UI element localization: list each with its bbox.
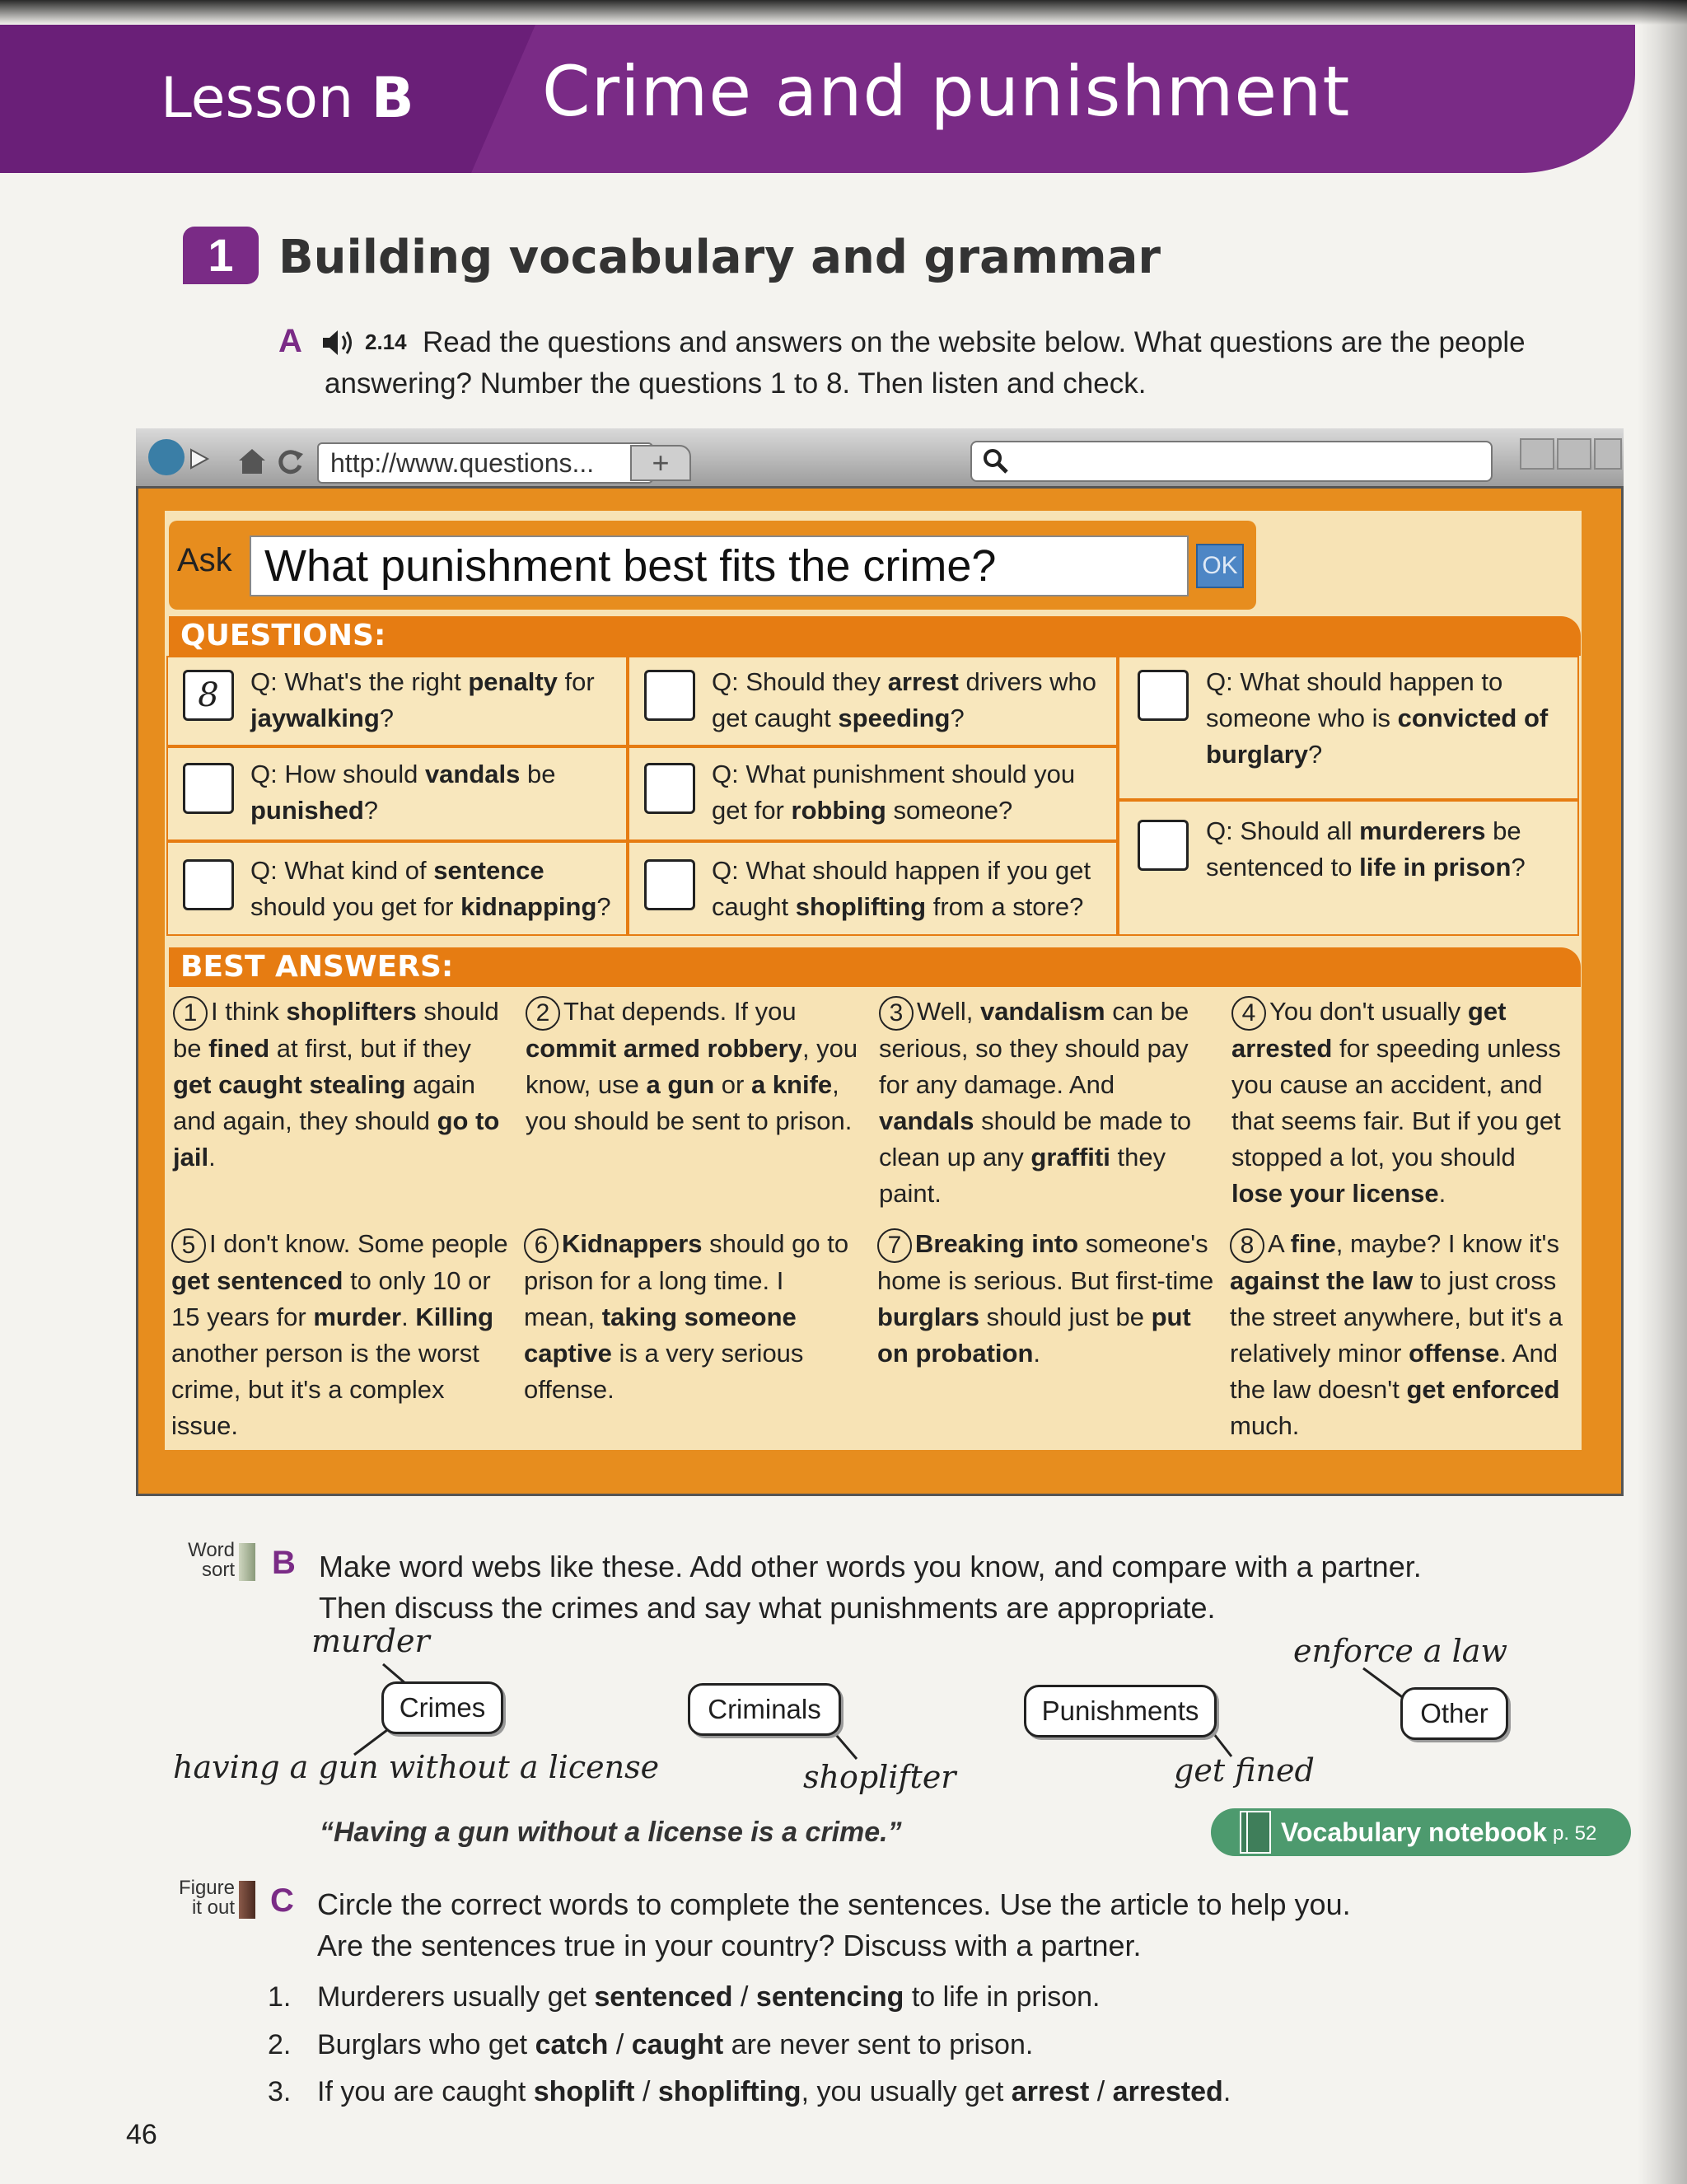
answer-number: 2: [526, 996, 560, 1031]
word-web-node-punishments: Punishments: [1024, 1685, 1217, 1737]
answer-number: 6: [524, 1228, 558, 1263]
answer-number-box[interactable]: 8: [183, 670, 234, 721]
word-web-node-criminals: Criminals: [688, 1683, 841, 1736]
question-text: Q: What should happen if you get caught shoplifting from a store?: [712, 856, 1091, 921]
question-text: Q: What punishment should you get for robbing someone?: [712, 760, 1076, 825]
question-text: Q: What kind of sentence should you get for kidnapping?: [250, 856, 611, 921]
exercise-a-instruction-line1: Read the questions and answers on the website below. What questions are the people: [423, 326, 1526, 358]
question-text: Q: Should all murderers be sentenced to life in prison?: [1206, 816, 1526, 882]
exercise-letter-b: B: [272, 1545, 296, 1581]
handwritten-having-a-gun: having a gun without a license: [173, 1749, 660, 1785]
handwritten-shoplifter: shoplifter: [803, 1759, 956, 1795]
list-item-text: If you are caught shoplift / shoplifting, you usually get arrest / arrested.: [317, 2076, 1231, 2107]
handwritten-murder: murder: [311, 1623, 430, 1659]
answer-text: That depends. If you commit armed robbery, you know, use a gun or a knife, you should be sent to prison.: [526, 997, 858, 1135]
answers-heading: BEST ANSWERS:: [169, 947, 1581, 987]
answer-number: 8: [1230, 1228, 1264, 1263]
exercise-b-instruction-line2: Then discuss the crimes and say what punishments are appropriate.: [319, 1591, 1216, 1625]
question-text: Q: What's the right penalty for jaywalking?: [250, 667, 595, 732]
vocabulary-notebook-link[interactable]: [1211, 1808, 1631, 1856]
handwritten-enforce-a-law: enforce a law: [1293, 1633, 1507, 1669]
exercise-a-instruction-line2: answering? Number the questions 1 to 8. Then listen and check.: [325, 367, 1147, 400]
question-text: Q: How should vandals be punished?: [250, 760, 556, 825]
vocabulary-notebook-label: Vocabulary notebook: [1281, 1817, 1548, 1847]
answer-text: A fine, maybe? I know it's against the law to just cross the street anywhere, but it's a relatively minor offense. And the law doesn't get enforced much.: [1230, 1229, 1563, 1440]
figure-it-out-label: Figure it out: [178, 1877, 235, 1919]
exercise-c-instruction-line1: Circle the correct words to complete the sentences. Use the article to help you.: [317, 1887, 1351, 1921]
question-text: Q: Should they arrest drivers who get caught speeding?: [712, 667, 1096, 732]
lesson-label: Lesson B: [161, 66, 414, 131]
exercise-letter-c: C: [270, 1882, 294, 1919]
section-title: Building vocabulary and grammar: [278, 231, 1161, 284]
word-sort-label: Word sort: [188, 1539, 235, 1581]
url-bar[interactable]: http://www.questions...: [317, 442, 653, 484]
ok-button[interactable]: OK: [1196, 544, 1244, 588]
list-item-text: Murderers usually get sentenced / sentencing to life in prison.: [317, 1981, 1101, 2013]
answer-number: 1: [173, 996, 208, 1031]
vocabulary-notebook-page: p. 52: [1553, 1822, 1597, 1845]
list-item-number: 2.: [268, 2029, 292, 2060]
list-item-text: Burglars who get catch / caught are never sent to prison.: [317, 2029, 1034, 2060]
figure-it-out-marker: [239, 1881, 255, 1919]
exercise-letter-a: A: [278, 323, 302, 359]
ask-label: Ask: [177, 542, 232, 578]
list-item-number: 3.: [268, 2076, 292, 2107]
ask-question-field[interactable]: What punishment best fits the crime?: [250, 535, 1189, 596]
answer-number: 5: [171, 1228, 206, 1263]
word-web-node-crimes: Crimes: [381, 1681, 503, 1734]
question-text: Q: What should happen to someone who is convicted of burglary?: [1206, 667, 1549, 769]
word-web-node-other: Other: [1400, 1687, 1508, 1740]
answer-text: Kidnappers should go to prison for a long time. I mean, taking someone captive is a very serious offense.: [524, 1229, 849, 1404]
exercise-c-instruction-line2: Are the sentences true in your country? Discuss with a partner.: [317, 1929, 1142, 1962]
notebook-icon: [1236, 1810, 1275, 1854]
answer-number: 4: [1231, 996, 1266, 1031]
answer-text: Breaking into someone's home is serious. But first-time burglars should just be put on probation.: [877, 1229, 1214, 1368]
new-tab-button[interactable]: +: [630, 445, 691, 481]
list-item-number: 1.: [268, 1981, 292, 2013]
answer-text: You don't usually get arrested for speeding unless you cause an accident, and that seems fair. But if you get stopped a lot, you should lose your license.: [1231, 997, 1561, 1208]
answer-number: 7: [877, 1228, 912, 1263]
answer-text: Well, vandalism can be serious, so they should pay for any damage. And vandals should be made to clean up any graffiti they paint.: [879, 997, 1192, 1208]
audio-track-number: 2.14: [365, 330, 407, 354]
example-quote: “Having a gun without a license is a crime.”: [320, 1817, 902, 1848]
answer-text: I think shoplifters should be fined at first, but if they get caught stealing again and again, they should go to jail.: [173, 997, 500, 1172]
answer-number: 3: [879, 996, 914, 1031]
handwritten-get-fined: get fined: [1174, 1752, 1315, 1789]
answer-text: I don't know. Some people get sentenced to only 10 or 15 years for murder. Killing another person is the worst crime, but it's a complex issue.: [171, 1229, 508, 1440]
page-title: Crime and punishment: [542, 51, 1351, 132]
questions-heading: QUESTIONS:: [169, 616, 1581, 656]
exercise-b-instruction-line1: Make word webs like these. Add other words you know, and compare with a partner.: [319, 1550, 1422, 1583]
section-number-badge: 1: [183, 227, 259, 284]
page-number: 46: [126, 2119, 157, 2150]
